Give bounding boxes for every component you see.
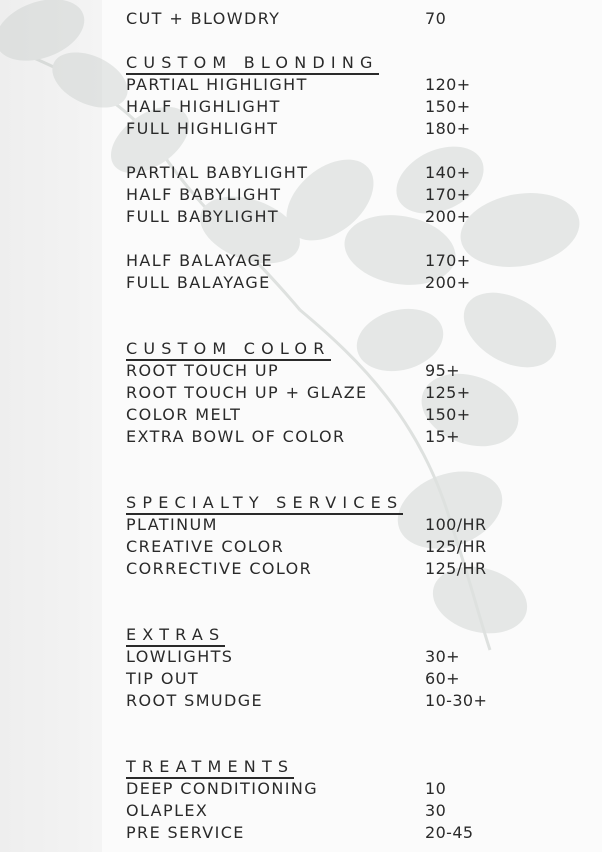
- service-price: 70: [425, 9, 447, 28]
- service-name: COLOR MELT: [126, 405, 242, 424]
- service-row: [126, 514, 566, 536]
- service-name: CREATIVE COLOR: [126, 537, 285, 556]
- section-heading: SPECIALTY SERVICES: [126, 493, 404, 512]
- service-price: 60+: [425, 669, 460, 688]
- service-name: HALF HIGHLIGHT: [126, 97, 281, 116]
- service-price: 170+: [425, 251, 471, 270]
- service-row: [126, 690, 566, 712]
- service-name: HALF BALAYAGE: [126, 251, 273, 270]
- service-row: [126, 118, 566, 140]
- section-heading: CUSTOM BLONDING: [126, 53, 379, 72]
- service-price: 150+: [425, 405, 471, 424]
- service-price: 200+: [425, 207, 471, 226]
- section-heading: EXTRAS: [126, 625, 226, 644]
- service-price: 20-45: [425, 823, 474, 842]
- service-name: TIP OUT: [126, 669, 200, 688]
- service-row: [126, 184, 566, 206]
- service-row: [126, 800, 566, 822]
- service-row: [126, 646, 566, 668]
- service-row: [126, 96, 566, 118]
- service-name: ROOT SMUDGE: [126, 691, 264, 710]
- service-name: LOWLIGHTS: [126, 647, 234, 666]
- service-row: [126, 426, 566, 448]
- service-price: 95+: [425, 361, 460, 380]
- service-row: [126, 206, 566, 228]
- service-name: ROOT TOUCH UP + GLAZE: [126, 383, 368, 402]
- service-row: [126, 536, 566, 558]
- service-name: PRE SERVICE: [126, 823, 245, 842]
- service-name: EXTRA BOWL OF COLOR: [126, 427, 346, 446]
- service-row: [126, 404, 566, 426]
- service-name: FULL BABYLIGHT: [126, 207, 280, 226]
- service-price: 120+: [425, 75, 471, 94]
- service-name: PLATINUM: [126, 515, 218, 534]
- service-price: 150+: [425, 97, 471, 116]
- service-price: 15+: [425, 427, 460, 446]
- service-name: PARTIAL BABYLIGHT: [126, 163, 309, 182]
- service-row: [126, 250, 566, 272]
- service-price: 125/HR: [425, 537, 487, 556]
- service-name: DEEP CONDITIONING: [126, 779, 318, 798]
- service-row: [126, 778, 566, 800]
- service-price: 100/HR: [425, 515, 487, 534]
- section-heading: TREATMENTS: [126, 757, 295, 776]
- service-row: [126, 162, 566, 184]
- service-name: OLAPLEX: [126, 801, 209, 820]
- service-name: PARTIAL HIGHLIGHT: [126, 75, 308, 94]
- service-name: HALF BABYLIGHT: [126, 185, 282, 204]
- service-price: 180+: [425, 119, 471, 138]
- service-row: [126, 360, 566, 382]
- service-price: 125+: [425, 383, 471, 402]
- service-row: [126, 822, 566, 844]
- service-price: 10: [425, 779, 447, 798]
- service-row: [126, 272, 566, 294]
- service-row: [126, 558, 566, 580]
- service-name: ROOT TOUCH UP: [126, 361, 280, 380]
- service-price: 30+: [425, 647, 460, 666]
- service-price: 170+: [425, 185, 471, 204]
- service-name: CUT + BLOWDRY: [126, 9, 281, 28]
- service-name: FULL BALAYAGE: [126, 273, 271, 292]
- service-price: 200+: [425, 273, 471, 292]
- section-heading: CUSTOM COLOR: [126, 339, 331, 358]
- service-name: CORRECTIVE COLOR: [126, 559, 313, 578]
- service-row: [126, 74, 566, 96]
- service-name: FULL HIGHLIGHT: [126, 119, 279, 138]
- service-price: 10-30+: [425, 691, 488, 710]
- service-row: [126, 668, 566, 690]
- service-price: 30: [425, 801, 447, 820]
- service-price: 125/HR: [425, 559, 487, 578]
- service-price: 140+: [425, 163, 471, 182]
- service-row: [126, 382, 566, 404]
- service-row: [126, 8, 566, 30]
